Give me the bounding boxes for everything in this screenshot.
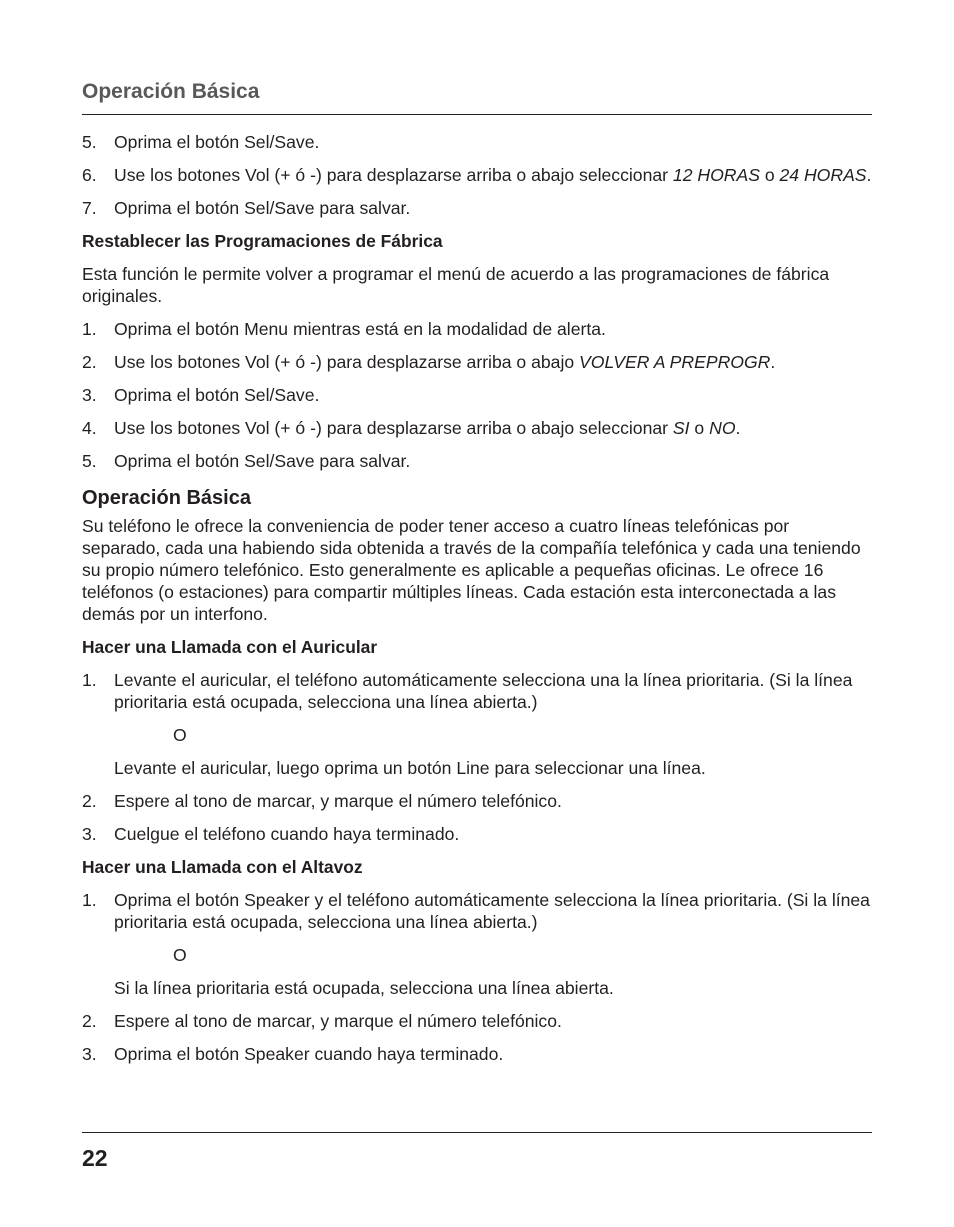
list-item xyxy=(82,1010,872,1032)
speaker-call-heading: Hacer una Llamada con el Altavoz xyxy=(82,857,363,877)
list-text xyxy=(114,417,872,439)
list-number: 1. xyxy=(82,319,97,339)
list-text: Oprima el botón Sel/Save. xyxy=(114,385,320,405)
text-fragment: . xyxy=(770,352,776,372)
list-number: 1. xyxy=(82,670,97,690)
emphasis-si: SI xyxy=(672,418,690,438)
list-item xyxy=(82,1043,872,1065)
list-text: Oprima el botón Sel/Save para salvar. xyxy=(114,198,411,218)
or-separator: O xyxy=(173,725,187,745)
list-number: 5. xyxy=(82,451,97,471)
alternative-step: Levante el auricular, luego oprima un botón Line para seleccionar una línea. xyxy=(114,758,706,778)
text-fragment: o xyxy=(689,418,710,438)
list-text: Oprima el botón Menu mientras está en la modalidad de alerta. xyxy=(114,319,606,339)
list-number: 2. xyxy=(82,791,97,811)
list-text xyxy=(114,164,872,186)
list-text: Espere al tono de marcar, y marque el número telefónico. xyxy=(114,1011,562,1031)
list-text: Espere al tono de marcar, y marque el número telefónico. xyxy=(114,791,562,811)
list-item xyxy=(82,669,872,713)
list-item xyxy=(82,318,872,340)
list-text: Oprima el botón Sel/Save. xyxy=(114,132,320,152)
list-item xyxy=(82,164,872,186)
list-item xyxy=(82,889,872,933)
list-item xyxy=(82,417,872,439)
handset-call-heading: Hacer una Llamada con el Auricular xyxy=(82,637,378,657)
list-number: 2. xyxy=(82,352,97,372)
factory-reset-intro: Esta función le permite volver a programar el menú de acuerdo a las programaciones de fábrica originales. xyxy=(82,264,830,306)
list-item xyxy=(82,197,872,219)
list-number: 1. xyxy=(82,890,97,910)
text-fragment: . xyxy=(735,418,741,438)
list-item xyxy=(82,790,872,812)
list-text: Cuelgue el teléfono cuando haya terminado. xyxy=(114,824,460,844)
basic-intro: Su teléfono le ofrece la conveniencia de poder tener acceso a cuatro líneas telefónicas por separado, cada una habiendo sida obtenida a través de la compañía telefónica y cada una teniendo su propio número telefónico. Esto generalmente es aplicable a pequeñas oficinas. Le ofrece 16 teléfonos (o estaciones) para compartir múltiples líneas. Cada estación esta interconectada a las demás por un interfono. xyxy=(82,516,861,624)
alternative-step: Si la línea prioritaria está ocupada, selecciona una línea abierta. xyxy=(114,978,614,998)
header-rule xyxy=(82,114,872,115)
list-number: 3. xyxy=(82,385,97,405)
emphasis-no: NO xyxy=(709,418,736,438)
list-number: 3. xyxy=(82,1044,97,1064)
list-text: Oprima el botón Speaker y el teléfono automáticamente selecciona la línea prioritaria. (Si la línea prioritaria está ocupada, selecciona una línea abierta.) xyxy=(114,890,870,932)
text-fragment: Use los botones Vol (+ ó -) para desplazarse arriba o abajo seleccionar xyxy=(114,165,673,185)
list-text: Oprima el botón Sel/Save para salvar. xyxy=(114,451,411,471)
list-number: 6. xyxy=(82,165,97,185)
or-separator: O xyxy=(173,945,187,965)
list-number: 4. xyxy=(82,418,97,438)
emphasis-volver: VOLVER A PREPROGR xyxy=(579,352,771,372)
factory-reset-heading: Restablecer las Programaciones de Fábrica xyxy=(82,231,443,251)
page-content xyxy=(82,131,872,1076)
list-text: Oprima el botón Speaker cuando haya terminado. xyxy=(114,1044,504,1064)
text-fragment: o xyxy=(759,165,780,185)
section-title: Operación Básica xyxy=(82,487,251,509)
list-text: Levante el auricular, el teléfono automáticamente selecciona una la línea prioritaria. (Si la línea prioritaria está ocupada, selecciona una línea abierta.) xyxy=(114,670,853,712)
list-text xyxy=(114,351,872,373)
text-fragment: Use los botones Vol (+ ó -) para desplazarse arriba o abajo seleccionar xyxy=(114,418,673,438)
list-number: 5. xyxy=(82,132,97,152)
emphasis-12-horas: 12 HORAS xyxy=(672,165,760,185)
list-item xyxy=(82,131,872,153)
list-item xyxy=(82,351,872,373)
list-number: 2. xyxy=(82,1011,97,1031)
footer-rule xyxy=(82,1132,872,1133)
list-item xyxy=(82,450,872,472)
text-fragment: . xyxy=(866,165,872,185)
page-number: 22 xyxy=(82,1145,108,1171)
running-header-title: Operación Básica xyxy=(82,80,260,103)
list-number: 3. xyxy=(82,824,97,844)
emphasis-24-horas: 24 HORAS xyxy=(779,165,867,185)
list-number: 7. xyxy=(82,198,97,218)
list-item xyxy=(82,823,872,845)
manual-page xyxy=(82,0,872,1227)
text-fragment: Use los botones Vol (+ ó -) para desplazarse arriba o abajo xyxy=(114,352,580,372)
list-item xyxy=(82,384,872,406)
